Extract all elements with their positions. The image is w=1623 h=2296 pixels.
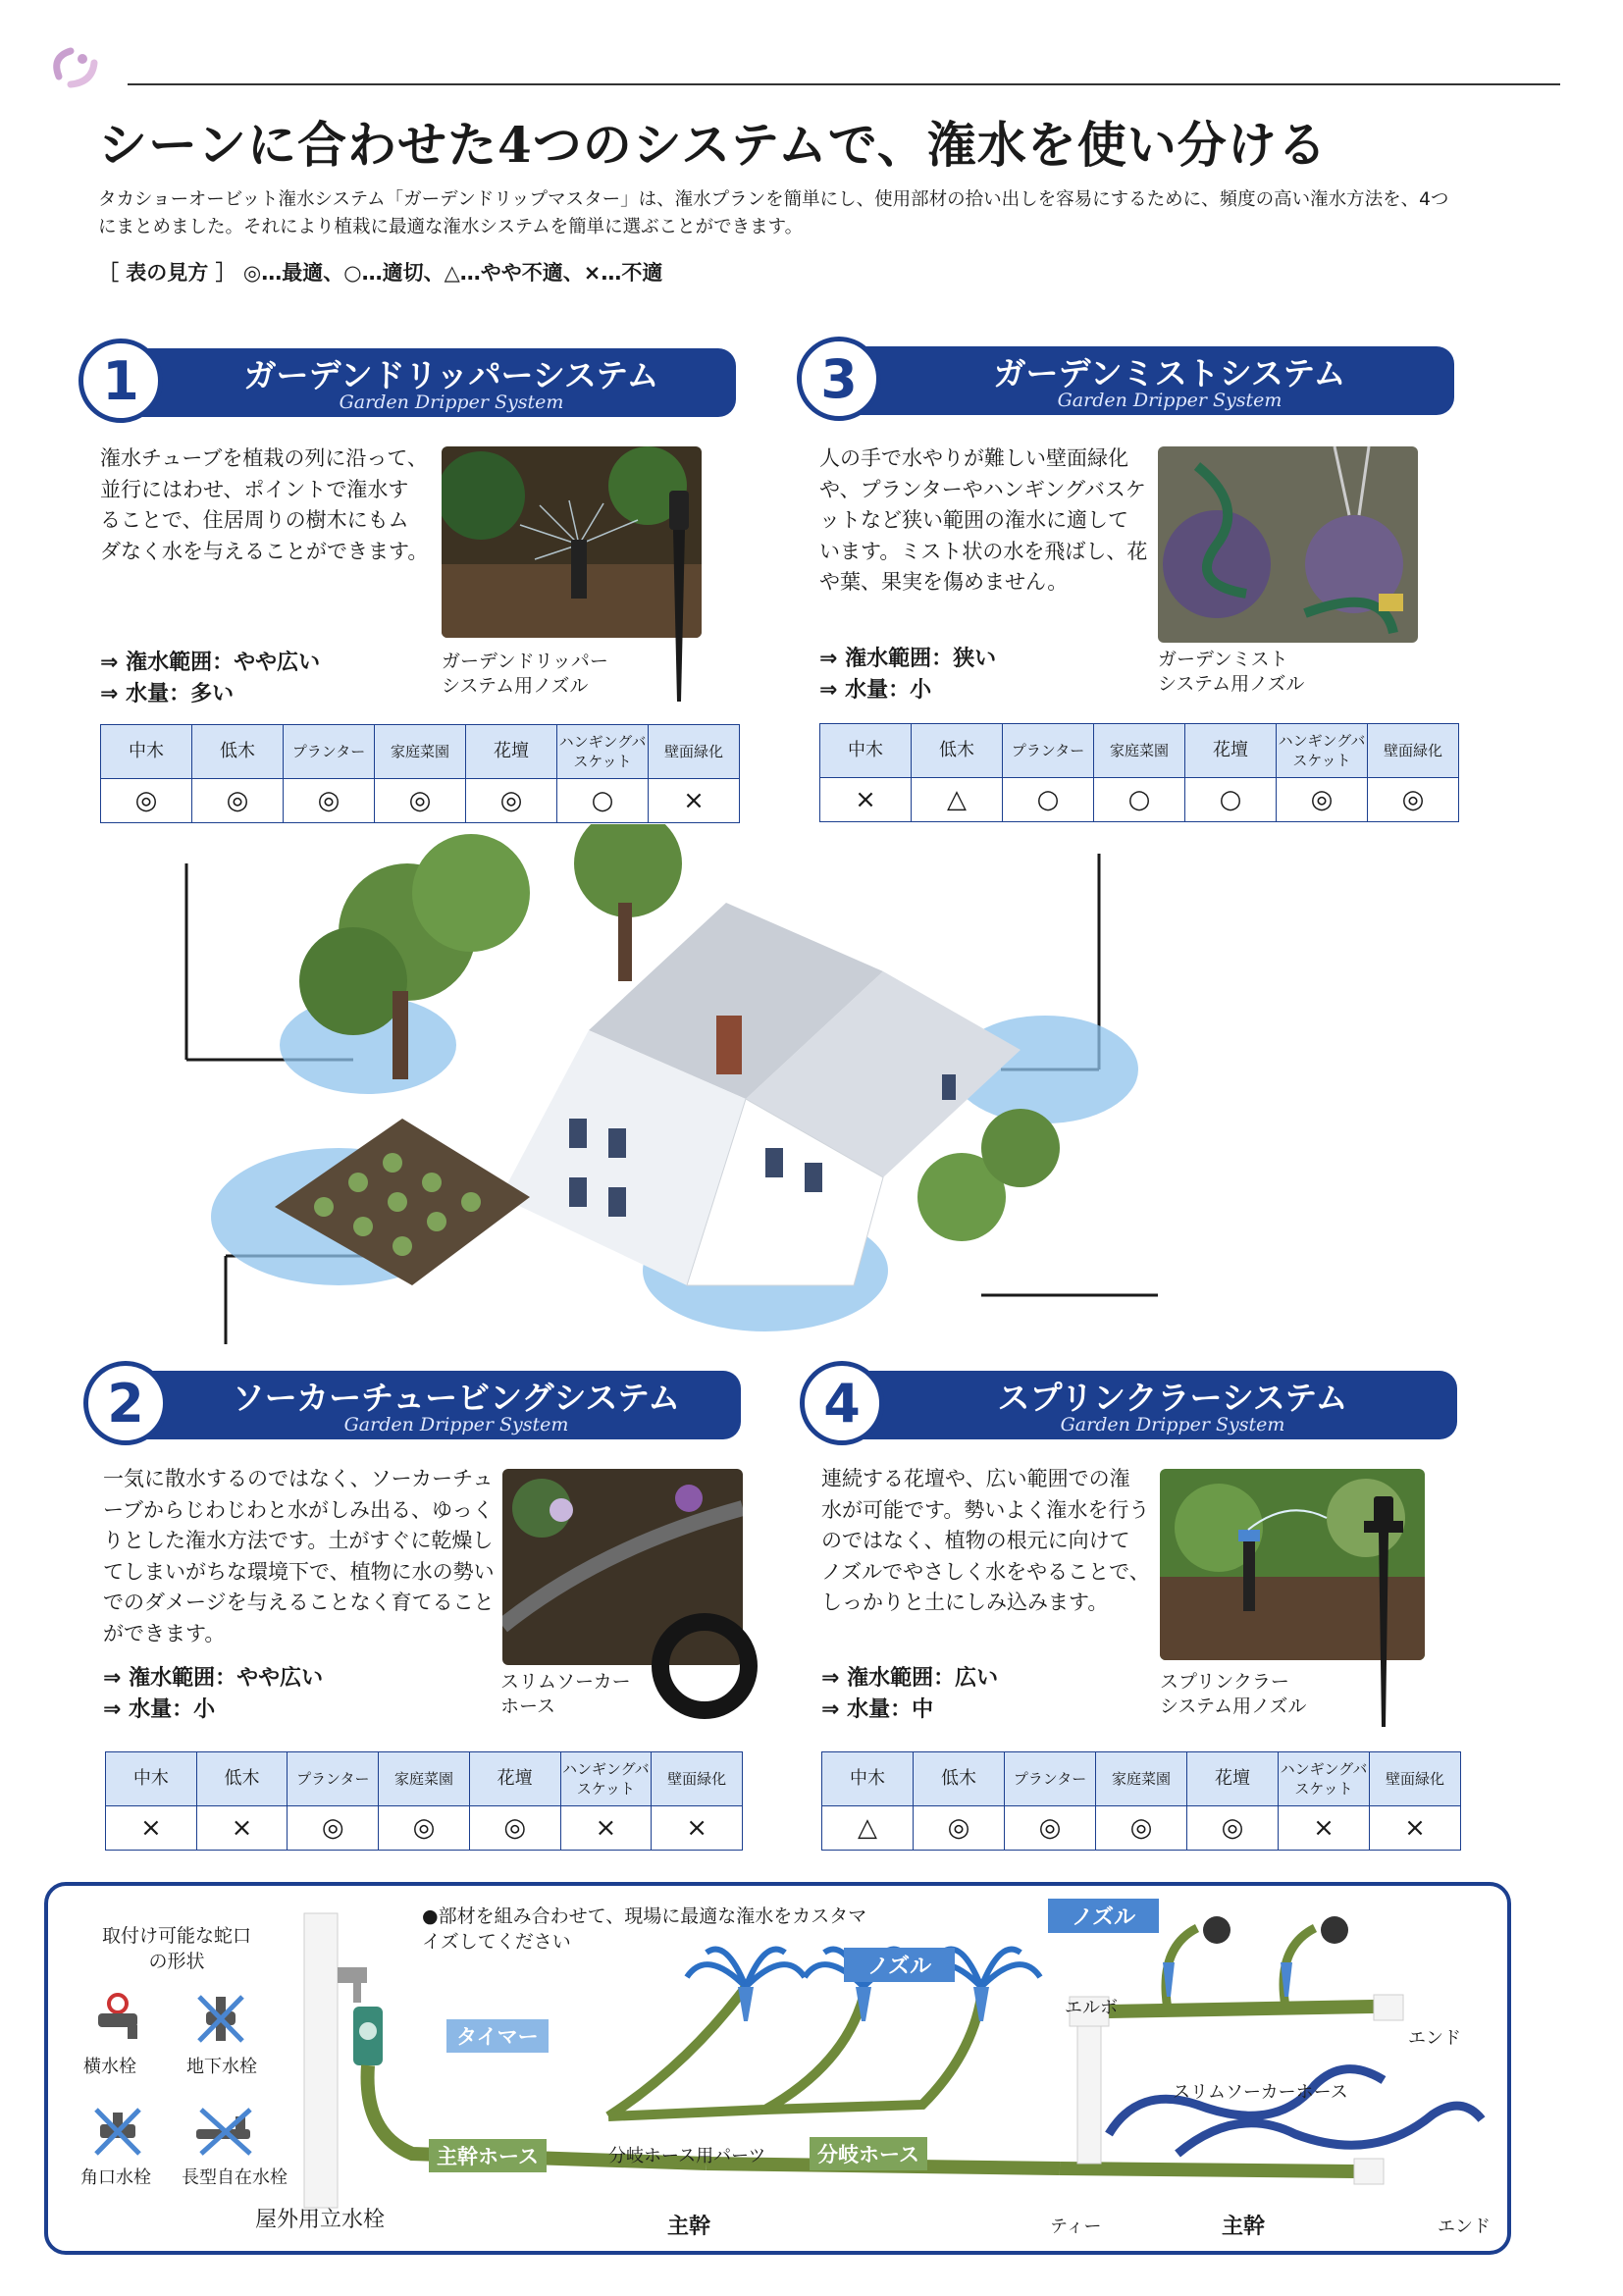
end-label: エンド bbox=[1408, 2028, 1461, 2049]
logo-icon bbox=[41, 37, 110, 106]
system-4-table bbox=[821, 1751, 1461, 1851]
rating-cell: × bbox=[820, 778, 912, 822]
table-header: 壁面緑化 bbox=[649, 725, 740, 779]
table-header: 低木 bbox=[914, 1752, 1005, 1806]
underground-faucet-icon bbox=[191, 1992, 250, 2046]
faucet-label: 角口水栓 bbox=[80, 2167, 151, 2188]
mist-photo bbox=[1158, 446, 1418, 643]
rating-cell: ◎ bbox=[466, 779, 557, 823]
trunk-label: 主幹 bbox=[667, 2215, 711, 2239]
tee-label: ティー bbox=[1050, 2217, 1102, 2237]
system-1-header bbox=[79, 339, 736, 423]
soaker-hose-coil-icon bbox=[648, 1609, 760, 1722]
table-header: 花壇 bbox=[469, 1752, 560, 1806]
system-3-table bbox=[819, 723, 1459, 822]
long-swivel-faucet-icon bbox=[191, 2105, 260, 2159]
system-1-amount: ⇒ 水量：多い bbox=[100, 682, 235, 706]
rating-cell: × bbox=[560, 1806, 652, 1851]
rating-cell: ◎ bbox=[101, 779, 192, 823]
rating-cell: ◎ bbox=[288, 1806, 379, 1851]
end-label-2: エンド bbox=[1438, 2217, 1491, 2237]
table-header: 壁面緑化 bbox=[1368, 724, 1459, 778]
rating-cell: ◎ bbox=[1277, 778, 1368, 822]
table-header: 中木 bbox=[101, 725, 192, 779]
system-1-subtitle: Garden Dripper System bbox=[339, 391, 564, 413]
system-3-title: ガーデンミストシステム bbox=[993, 354, 1346, 392]
house-illustration bbox=[177, 824, 1158, 1344]
system-3-range: ⇒ 潅水範囲：狭い bbox=[819, 647, 997, 671]
rating-cell: △ bbox=[822, 1806, 914, 1851]
system-4-header bbox=[800, 1361, 1457, 1445]
system-1-range: ⇒ 潅水範囲：やや広い bbox=[100, 651, 321, 675]
system-3-description: 人の手で水やりが難しい壁面緑化や、プランターやハンギングバスケットなど狭い範囲の潅水に適しています。ミスト状の水を飛ばし、花や葉、果実を傷めません。 bbox=[819, 446, 1148, 594]
rating-cell: ◎ bbox=[914, 1806, 1005, 1851]
table-header: 中木 bbox=[822, 1752, 914, 1806]
table-header: プランター bbox=[1003, 724, 1094, 778]
table-header: 花壇 bbox=[1187, 1752, 1279, 1806]
rating-cell: × bbox=[1370, 1806, 1461, 1851]
rating-cell: ◎ bbox=[284, 779, 375, 823]
system-2-range: ⇒ 潅水範囲：やや広い bbox=[103, 1666, 324, 1691]
rating-cell: × bbox=[652, 1806, 743, 1851]
system-2-caption: スリムソーカー ホース bbox=[500, 1671, 631, 1717]
table-header: 壁面緑化 bbox=[1370, 1752, 1461, 1806]
main-hose-tag: 主幹ホース bbox=[429, 2139, 547, 2172]
intro-text: タカショーオービット潅水システム「ガーデンドリップマスター」は、潅水プランを簡単にし、使用部材の拾い出しを容易にするために、頻度の高い潅水方法を、4つにまとめました。それにより植栽に最適な潅水システムを簡単に選ぶことができます。 bbox=[98, 189, 1449, 237]
trunk-label-2: 主幹 bbox=[1222, 2215, 1266, 2239]
rating-cell: △ bbox=[912, 778, 1003, 822]
soaker-label: スリムソーカーホース bbox=[1173, 2082, 1348, 2103]
faucet-label: 長型自在水栓 bbox=[182, 2167, 288, 2188]
system-1-title: ガーデンドリッパーシステム bbox=[243, 356, 659, 394]
table-header: プランター bbox=[1005, 1752, 1096, 1806]
rating-cell: ◎ bbox=[379, 1806, 470, 1851]
table-header: ハンギングバスケット bbox=[1279, 1752, 1370, 1806]
table-header: ハンギングバスケット bbox=[560, 1752, 652, 1806]
system-2-amount: ⇒ 水量：小 bbox=[103, 1697, 216, 1722]
table-header: ハンギングバスケット bbox=[1277, 724, 1368, 778]
system-2-header bbox=[83, 1361, 741, 1445]
sprinkler-nozzle-icon bbox=[1359, 1496, 1408, 1732]
rating-cell: ○ bbox=[1185, 778, 1277, 822]
system-3-amount: ⇒ 水量：小 bbox=[819, 678, 932, 703]
standpipe-label: 屋外用立水栓 bbox=[255, 2208, 386, 2232]
system-1-number: 1 bbox=[79, 339, 163, 423]
faucet-title: 取付け可能な蛇口の形状 bbox=[101, 1925, 251, 1972]
nozzle-tag-2: ノズル bbox=[1048, 1899, 1159, 1933]
branch-part-label: 分岐ホース用パーツ bbox=[608, 2146, 766, 2166]
table-header: ハンギングバスケット bbox=[557, 725, 649, 779]
square-faucet-icon bbox=[88, 2105, 147, 2159]
table-header: 低木 bbox=[192, 725, 284, 779]
system-3-subtitle: Garden Dripper System bbox=[1057, 390, 1283, 411]
branch-hose-tag: 分岐ホース bbox=[810, 2137, 927, 2170]
system-2-title: ソーカーチュービングシステム bbox=[232, 1379, 681, 1417]
system-2-subtitle: Garden Dripper System bbox=[343, 1414, 569, 1435]
system-1-table bbox=[100, 724, 740, 823]
table-header: 花壇 bbox=[1185, 724, 1277, 778]
system-3-caption: ガーデンミスト システム用ノズル bbox=[1158, 649, 1305, 695]
faucet-label: 横水栓 bbox=[83, 2057, 136, 2077]
page-title: シーンに合わせた4つのシステムで、潅水を使い分ける bbox=[98, 116, 1328, 174]
table-header: プランター bbox=[284, 725, 375, 779]
system-3-header bbox=[797, 337, 1454, 421]
diagram-note: ●部材を組み合わせて、現場に最適な潅水をカスタマイズしてください bbox=[422, 1905, 867, 1953]
top-rule bbox=[128, 83, 1560, 85]
rating-cell: ◎ bbox=[469, 1806, 560, 1851]
rating-cell: ◎ bbox=[1096, 1806, 1187, 1851]
table-header: 中木 bbox=[106, 1752, 197, 1806]
table-header: 低木 bbox=[196, 1752, 288, 1806]
system-4-number: 4 bbox=[800, 1361, 884, 1445]
table-header: 花壇 bbox=[466, 725, 557, 779]
rating-cell: ◎ bbox=[375, 779, 466, 823]
rating-cell: ◎ bbox=[1368, 778, 1459, 822]
table-header: 家庭菜園 bbox=[1096, 1752, 1187, 1806]
dripper-nozzle-icon bbox=[659, 491, 699, 706]
system-4-subtitle: Garden Dripper System bbox=[1060, 1414, 1285, 1435]
table-header: 低木 bbox=[912, 724, 1003, 778]
rating-cell: × bbox=[106, 1806, 197, 1851]
system-4-caption: スプリンクラー システム用ノズル bbox=[1160, 1671, 1307, 1717]
system-4-range: ⇒ 潅水範囲：広い bbox=[821, 1666, 999, 1691]
legend-text: ［ 表の見方 ］ ◎…最適、○…適切、△…やや不適、×…不適 bbox=[98, 261, 663, 285]
rating-cell: × bbox=[649, 779, 740, 823]
nozzle-tag: ノズル bbox=[844, 1948, 955, 1982]
system-1-description: 潅水チューブを植栽の列に沿って、並行にはわせ、ポイントで潅水することで、住居周りの樹木にもムダなく水を与えることができます。 bbox=[100, 446, 429, 563]
rating-cell: ○ bbox=[1003, 778, 1094, 822]
rating-cell: × bbox=[196, 1806, 288, 1851]
system-2-description: 一気に散水するのではなく、ソーカーチューブからじわじわと水がしみ出る、ゆっくりとした潅水方法です。土がすぐに乾燥してしまいがちな環境下で、植物に水の勢いでのダメージを与えることなく育てることができます。 bbox=[103, 1467, 495, 1645]
rating-cell: ◎ bbox=[1187, 1806, 1279, 1851]
system-2-table bbox=[105, 1751, 743, 1851]
faucet-label: 地下水栓 bbox=[186, 2057, 257, 2077]
table-header: 家庭菜園 bbox=[375, 725, 466, 779]
system-4-amount: ⇒ 水量：中 bbox=[821, 1697, 934, 1722]
rating-cell: ◎ bbox=[192, 779, 284, 823]
table-header: 家庭菜園 bbox=[379, 1752, 470, 1806]
timer-tag: タイマー bbox=[446, 2019, 549, 2053]
rating-cell: ○ bbox=[557, 779, 649, 823]
system-4-description: 連続する花壇や、広い範囲での潅水が可能です。勢いよく潅水を行うのではなく、植物の根元に向けてノズルでやさしく水をやることで、しっかりと土にしみ込みます。 bbox=[821, 1467, 1150, 1614]
system-1-caption: ガーデンドリッパー システム用ノズル bbox=[442, 651, 608, 697]
table-header: プランター bbox=[288, 1752, 379, 1806]
elbow-label: エルボ bbox=[1065, 1998, 1118, 2018]
rating-cell: × bbox=[1279, 1806, 1370, 1851]
table-header: 壁面緑化 bbox=[652, 1752, 743, 1806]
rating-cell: ○ bbox=[1094, 778, 1185, 822]
system-4-title: スプリンクラーシステム bbox=[997, 1379, 1348, 1417]
system-2-number: 2 bbox=[83, 1361, 168, 1445]
system-3-number: 3 bbox=[797, 337, 881, 421]
table-header: 中木 bbox=[820, 724, 912, 778]
table-header: 家庭菜園 bbox=[1094, 724, 1185, 778]
horizontal-faucet-icon bbox=[88, 1992, 147, 2046]
rating-cell: ◎ bbox=[1005, 1806, 1096, 1851]
